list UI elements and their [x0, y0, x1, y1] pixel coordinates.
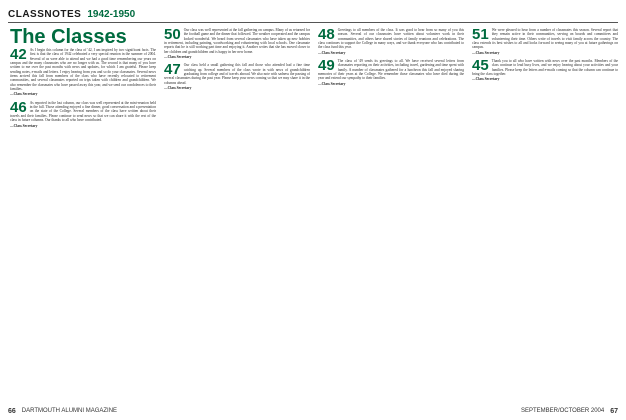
section-header: [8, 6, 618, 22]
entry-byline: —Class Secretary: [318, 81, 346, 86]
entry-text: The class of '49 sends its greetings to all. We have received several letters from classmates reporting on their activities, including travel, gardening and time spent with family. A number of classmates gathered for a luncheon this fall and enjoyed sharing memories of their years at the College. We remember those classmates who have died during the year and extend our sympathy to their families.: [318, 59, 464, 81]
entry-byline: —Class Secretary: [164, 86, 192, 91]
class-entry: [472, 28, 618, 55]
column-1: [10, 48, 156, 402]
header-rule: [8, 22, 618, 23]
class-year: 49: [318, 57, 335, 75]
entry-text: As I begin this column for the class of '42, I am inspired by two significant facts. The first is that the class of 1942 celebrated a very special reunion in the summer of 2004. Several of us were able to attend and we had a good time remembering our years on campus and the many classmates who are no longer with us. The second is that many of you have written to me over the past months with news and updates, for which I am grateful. Please keep sending notes, e-mails and letters. I enjoy hearing from you and so do your classmates. Several news items arrived this fall from members of the class who have recently relocated to retirement communities, and several classmates reported on trips taken with children and grandchildren. We also remember the classmates who have passed away this year, and we send our condolences to their families.: [10, 48, 156, 92]
entry-byline: —Class Secretary: [472, 77, 500, 82]
issue-date: SEPTEMBER/OCTOBER 2004: [520, 408, 605, 414]
entry-byline: —Class Secretary: [10, 123, 38, 128]
entry-text: Our class held a small gathering this fall and those who attended had a fine time catching up. Several members of the class wrote in with news of grandchildren graduating from college and of travels abroad. We also note with sadness the passing of several classmates during the past year. Please keep your news coming so that we may share it in the columns ahead.: [164, 63, 310, 85]
class-entry: [164, 63, 310, 90]
class-entry: [318, 59, 464, 86]
section-years: 1942-1950: [87, 8, 136, 20]
class-year: 46: [10, 98, 27, 116]
entry-byline: —Class Secretary: [10, 92, 38, 97]
entry-text: Thank you to all who have written with news over the past months. Members of the class continue to lead busy lives, and we enjoy hearing about your activities and your families. Please keep the letters and e-mails coming so that the column can continue to bring the class together.: [472, 59, 618, 77]
entry-text: As reported in the last column, our class was well represented at the mini-reunion held in the fall. Those attending enjoyed a fine dinner, good conversation and a presentation on the state of the College. Several members of the class have written about their travels and their families. Please continue to send news so that we can share it with the rest of the class in future columns. Our thanks to all who have contributed.: [10, 100, 156, 123]
class-entry: [164, 28, 310, 59]
publication-name: DARTMOUTH ALUMNI MAGAZINE: [21, 408, 118, 414]
page-footer: [8, 405, 618, 417]
class-year: 45: [472, 57, 489, 75]
entry-text: Greetings to all members of the class. It was good to hear from so many of you this season. Several of our classmates have written about volunteer work in their communities, and others have shared stories of family reunions and celebrations. The class continues to support the College in many ways, and we thank everyone who has contributed to the class fund this year.: [318, 28, 464, 50]
entry-text: We were pleased to hear from a number of classmates this season. Several report that they remain active in their communities, serving on boards and committees and volunteering their time. Others write of travels to visit family across the country. The class extends its best wishes to all and looks forward to seeing many of you at future gatherings on campus.: [472, 28, 618, 50]
column-3: [318, 28, 464, 402]
class-entry: [318, 28, 464, 55]
column-4: [472, 28, 618, 402]
page-number-left: 66: [8, 407, 16, 415]
page-title: The Classes: [10, 26, 127, 48]
entry-byline: —Class Secretary: [164, 55, 192, 60]
column-2: [164, 28, 310, 402]
entry-byline: —Class Secretary: [318, 50, 346, 55]
page-number-right: 67: [610, 407, 618, 415]
class-year: 51: [472, 28, 489, 43]
class-entry: [10, 48, 156, 97]
class-year: 50: [164, 28, 181, 43]
class-year: 48: [318, 28, 335, 43]
entry-text: Our class was well represented at the fall gathering on campus. Many of us returned for the football game and the dinner that followed. The weather cooperated and the campus looked wonderful. We heard from several classmates who have taken up new hobbies in retirement, including painting, woodworking and volunteering with local schools. One classmate reports that he is still working part time and enjoying it. Another writes that she has moved closer to her children and grandchildren and is happy in her new home.: [164, 28, 310, 54]
entry-byline: —Class Secretary: [472, 50, 500, 55]
class-entry: [472, 59, 618, 82]
class-year: 47: [164, 61, 181, 79]
section-label: CLASSNOTES: [8, 8, 82, 20]
class-entry: [10, 98, 156, 128]
class-year: 42: [10, 48, 27, 63]
